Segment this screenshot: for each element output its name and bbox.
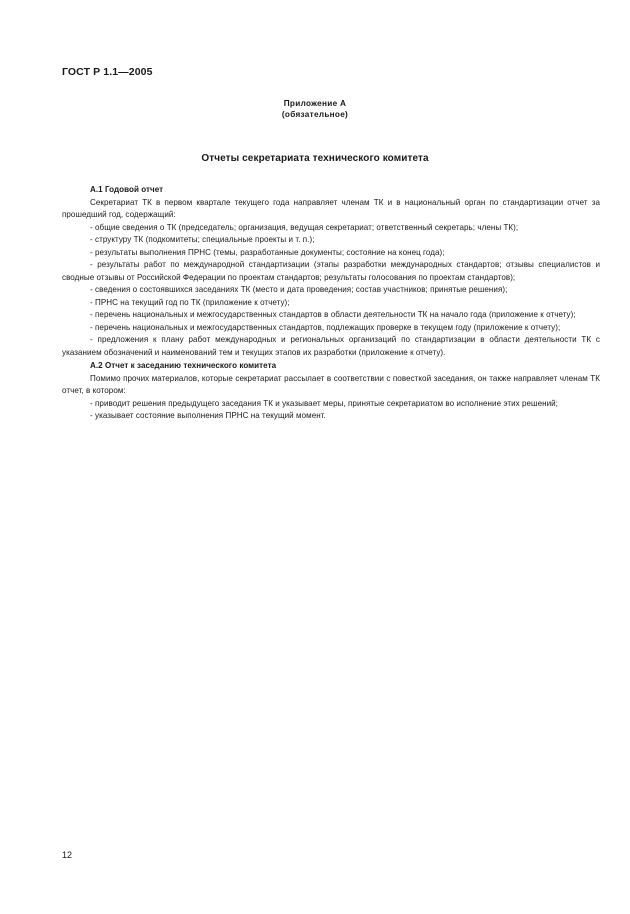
list-item: - результаты работ по международной стандартизации (этапы разработки международных стандартов; отзывы специалистов и сводные отзывы от Российской Федерации по проектам стандартов; результаты голосования по проектам стандартов); [62,260,600,282]
body-text [62,183,600,423]
section-a2-heading: А.2 Отчет к заседанию технического комитета [90,361,277,370]
list-item: - приводит решения предыдущего заседания ТК и указывает меры, принятые секретариатом во исполнение этих решений; [90,398,558,408]
list-item: - предложения к плану работ международных и региональных организаций по стандартизации в области деятельности ТК с указанием обозначений и наименований тем и текущих этапов их разработки (приложение к отчету). [62,335,600,357]
list-item: - структуру ТК (подкомитеты; специальные проекты и т. п.); [90,235,315,244]
appendix-type: (обязательное) [281,110,349,119]
section-a1-intro: Секретариат ТК в первом квартале текущего года направляет членам ТК и в национальный орган по стандартизации отчет за прошедший год, содержащий: [62,197,600,219]
section-a1-heading: А.1 Годовой отчет [90,185,164,194]
appendix-label-block [0,98,630,120]
page-number: 12 [62,850,73,860]
appendix-label: Приложение А [283,99,347,108]
list-item: - указывает состояние выполнения ПРНС на текущий момент. [90,411,326,420]
list-item: - ПРНС на текущий год по ТК (приложение к отчету); [90,297,290,307]
list-item: - перечень национальных и межгосударственных стандартов, подлежащих проверке в текущем году (приложение к отчету); [90,322,561,332]
section-a2-intro: Помимо прочих материалов, которые секретариат рассылает в соответствии с повесткой заседания, он также направляет членам ТК отчет, в котором: [62,373,600,395]
document-header: ГОСТ Р 1.1—2005 [62,66,153,78]
page-title: Отчеты секретариата технического комитета [201,153,429,164]
list-item: - сведения о состоявшихся заседаниях ТК (место и дата проведения; состав участников; принятые решения); [90,285,508,294]
list-item: - перечень национальных и межгосударственных стандартов в области деятельности ТК на начало года (приложение к отчету); [90,310,576,319]
list-item: - результаты выполнения ПРНС (темы, разработанные документы; состояние на конец года); [90,247,445,257]
list-item: - общие сведения о ТК (председатель; организация, ведущая секретариат; ответственный секретарь; члены ТК); [90,222,519,232]
